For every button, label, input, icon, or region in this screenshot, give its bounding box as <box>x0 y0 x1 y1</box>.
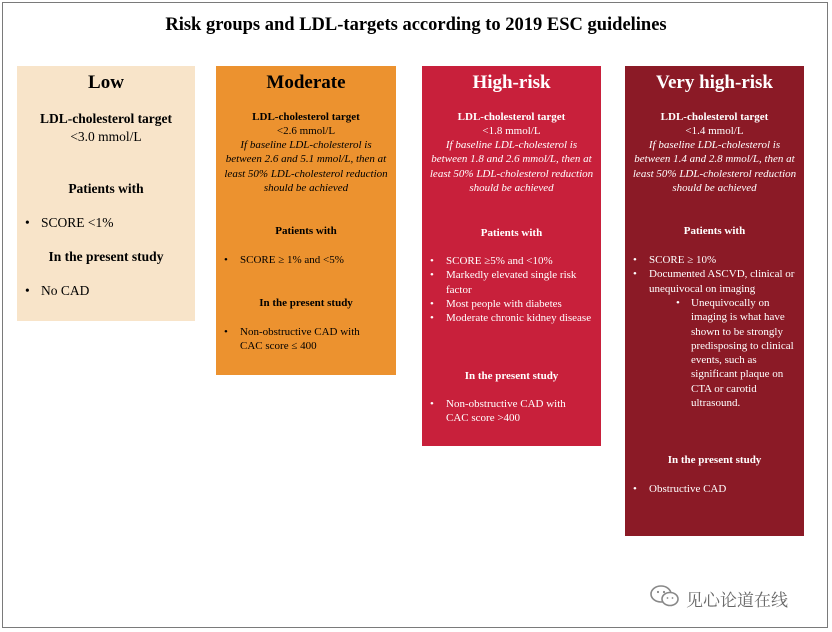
high-risk-box <box>422 66 601 446</box>
low-heading: Low <box>88 72 124 93</box>
moderate-note: If baseline LDL-cholesterol is between 2.6 and 5.1 mmol/L, then at least 50% LDL-cholesterol reduction should be achieved <box>224 139 388 194</box>
moderate-patients-label: Patients with <box>275 225 337 237</box>
list-item: • Documented ASCVD, clinical or unequivocal on imaging <box>633 267 799 296</box>
high-note: If baseline LDL-cholesterol is between 1.8 and 2.6 mmol/L, then at least 50% LDL-cholesterol reduction should be achieved <box>429 139 594 194</box>
high-target-label: LDL-cholesterol target <box>457 111 566 123</box>
high-heading: High-risk <box>472 72 551 93</box>
high-patients-label: Patients with <box>480 227 543 239</box>
very-high-sub-list <box>676 296 798 410</box>
moderate-risk-box <box>216 66 396 375</box>
very-high-risk-box <box>625 66 804 536</box>
low-study-label: In the present study <box>48 249 164 264</box>
list-item: • SCORE ≥5% and <10% <box>430 254 595 268</box>
high-target-value: <1.8 mmol/L <box>482 125 541 137</box>
very-high-target-label: LDL-cholesterol target <box>660 111 769 123</box>
low-patients-list <box>25 214 190 231</box>
list-item: • Markedly elevated single risk factor <box>430 268 595 297</box>
wechat-icon <box>650 585 680 612</box>
watermark <box>650 585 788 612</box>
list-item: • Moderate chronic kidney disease <box>430 311 595 325</box>
high-study-list <box>430 397 590 426</box>
very-high-patients-label: Patients with <box>683 225 746 237</box>
figure-title: Risk groups and LDL-targets according to 2019 ESC guidelines <box>165 15 667 35</box>
list-item: • Most people with diabetes <box>430 297 595 311</box>
moderate-study-list <box>224 325 379 354</box>
list-item: • Unequivocally on imaging is what have shown to be strongly predisposing to clinical events, such as significant plaque on CTA or carotid ultrasound. <box>676 296 798 410</box>
low-risk-box <box>17 66 195 321</box>
low-target-label: LDL-cholesterol target <box>39 111 173 126</box>
very-high-study-list <box>633 482 798 496</box>
high-patients-list <box>430 254 595 325</box>
moderate-patients-list <box>224 253 390 267</box>
moderate-target-label: LDL-cholesterol target <box>252 111 360 123</box>
high-study-label: In the present study <box>464 370 559 382</box>
list-item: • No CAD <box>25 282 190 299</box>
low-patients-label: Patients with <box>68 181 144 196</box>
list-item: • SCORE ≥ 10% <box>633 253 799 267</box>
watermark-text: 见心论道在线 <box>686 591 788 611</box>
moderate-heading: Moderate <box>266 72 346 93</box>
low-target-value: <3.0 mmol/L <box>70 129 142 144</box>
list-item: • SCORE <1% <box>25 214 190 231</box>
moderate-target-value: <2.6 mmol/L <box>276 125 336 137</box>
very-high-target-value: <1.4 mmol/L <box>685 125 744 137</box>
list-item: • Obstructive CAD <box>633 482 798 496</box>
low-study-list <box>25 282 190 299</box>
list-item: • SCORE ≥ 1% and <5% <box>224 253 390 267</box>
list-item: • Non-obstructive CAD with CAC score >400 <box>430 397 590 426</box>
list-item: • Non-obstructive CAD with CAC score ≤ 400 <box>224 325 379 354</box>
very-high-note: If baseline LDL-cholesterol is between 1.4 and 2.8 mmol/L, then at least 50% LDL-cholesterol reduction should be achieved <box>632 139 797 194</box>
moderate-study-label: In the present study <box>259 297 353 309</box>
very-high-study-label: In the present study <box>667 454 762 466</box>
very-high-patients-list <box>633 253 799 296</box>
very-high-heading: Very high-risk <box>655 72 773 93</box>
